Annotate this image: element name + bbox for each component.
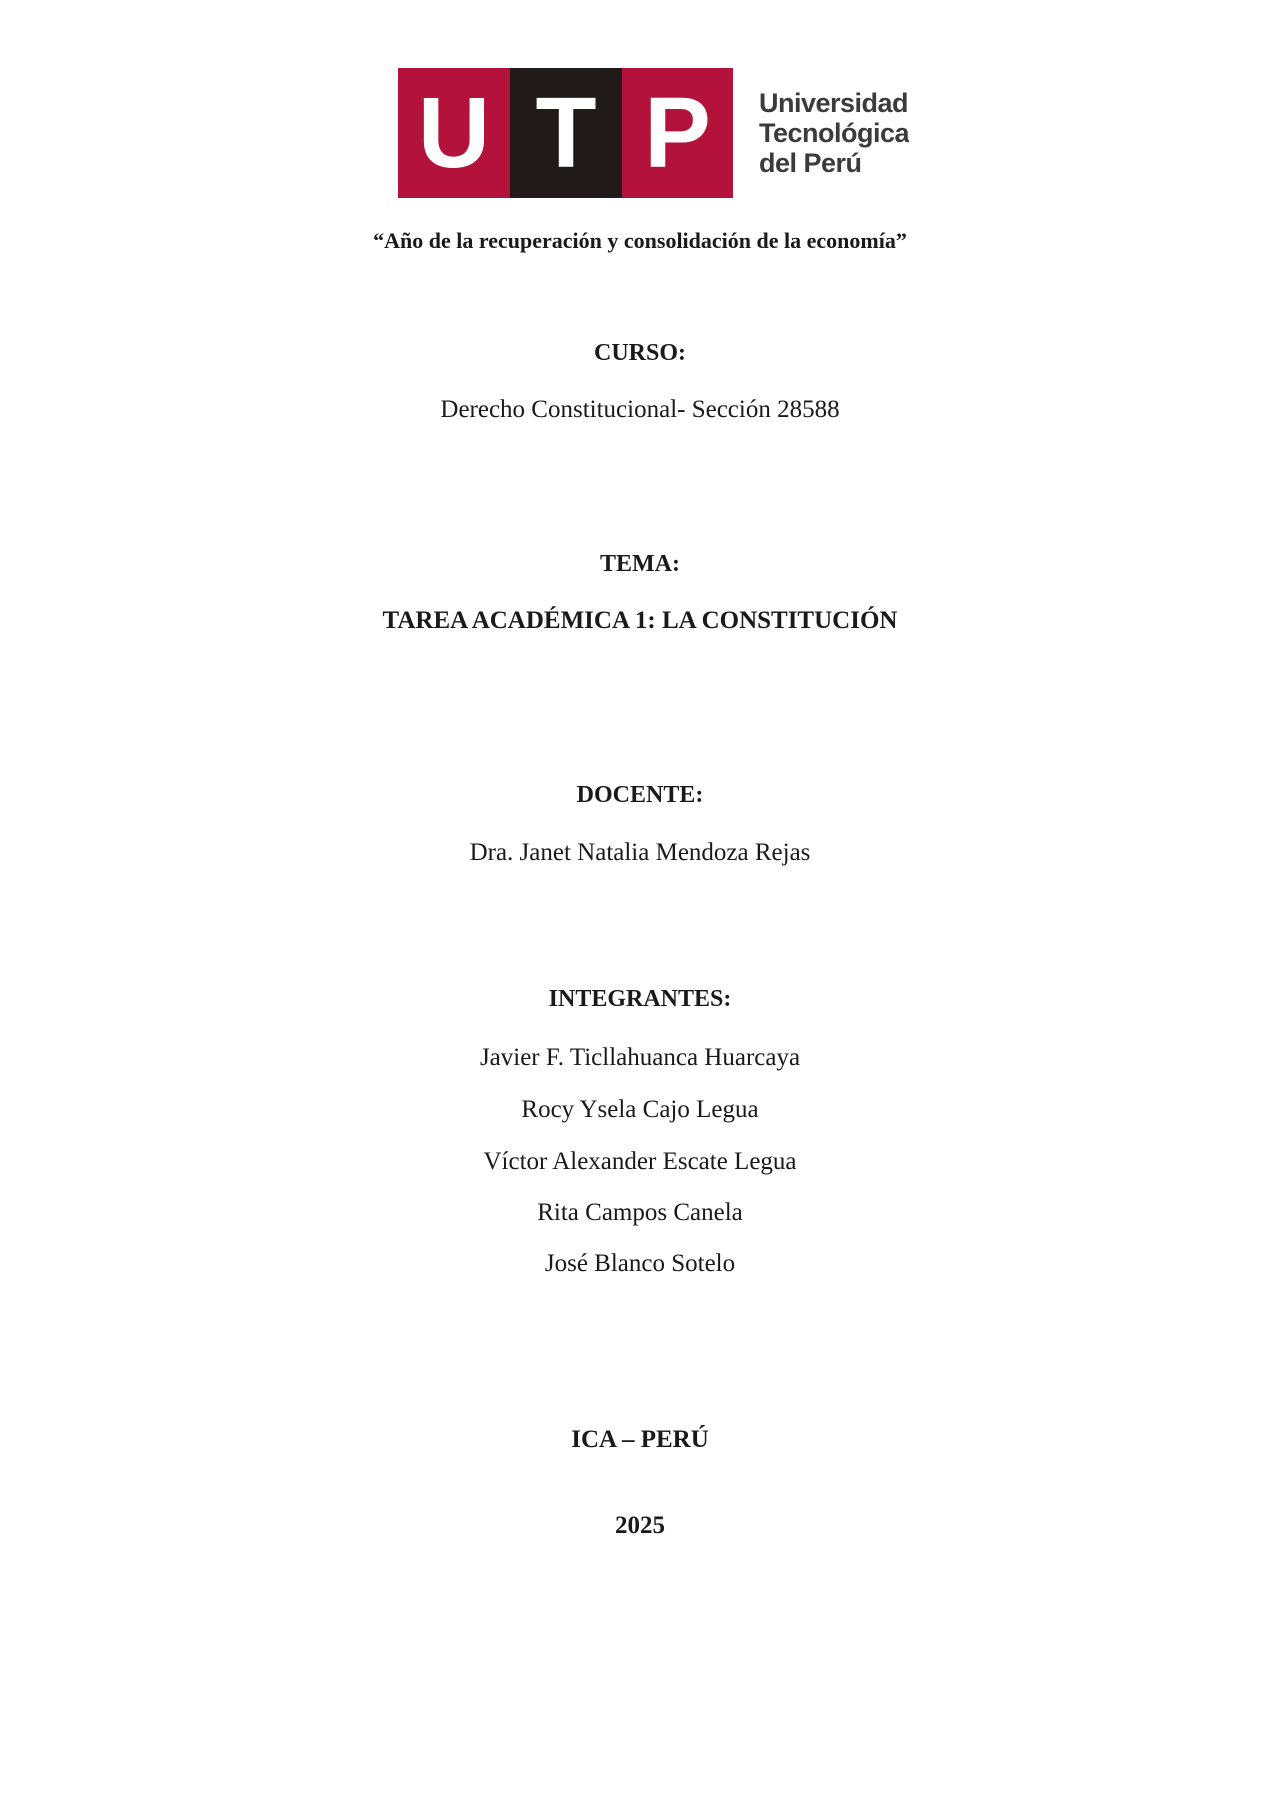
logo-wordmark — [759, 68, 909, 198]
location: ICA – PERÚ — [571, 1426, 709, 1453]
logo-word-2: Tecnológica — [759, 118, 909, 148]
logo-letter-t: T — [510, 68, 622, 198]
member-item: Rocy Ysela Cajo Legua — [521, 1096, 759, 1123]
curso-value: Derecho Constitucional- Sección 28588 — [440, 396, 840, 423]
year: 2025 — [615, 1512, 665, 1539]
university-logo — [398, 68, 913, 198]
member-item: Víctor Alexander Escate Legua — [483, 1148, 797, 1175]
member-item: José Blanco Sotelo — [544, 1250, 736, 1277]
tema-value: TAREA ACADÉMICA 1: LA CONSTITUCIÓN — [382, 607, 898, 634]
year-motto: “Año de la recuperación y consolidación de la economía” — [373, 228, 907, 253]
member-item: Javier F. Ticllahuanca Huarcaya — [479, 1044, 801, 1071]
logo-word-3: del Perú — [759, 148, 862, 178]
logo-letter-p: P — [622, 68, 733, 198]
tema-label: TEMA: — [600, 551, 680, 577]
docente-label: DOCENTE: — [576, 782, 704, 808]
curso-label: CURSO: — [593, 340, 686, 366]
docente-value: Dra. Janet Natalia Mendoza Rejas — [469, 839, 811, 866]
logo-word-1: Universidad — [759, 88, 909, 118]
logo-letter-blocks — [398, 68, 733, 198]
logo-letter-u: U — [398, 68, 510, 198]
integrantes-label: INTEGRANTES: — [548, 986, 732, 1012]
member-item: Rita Campos Canela — [537, 1199, 743, 1226]
